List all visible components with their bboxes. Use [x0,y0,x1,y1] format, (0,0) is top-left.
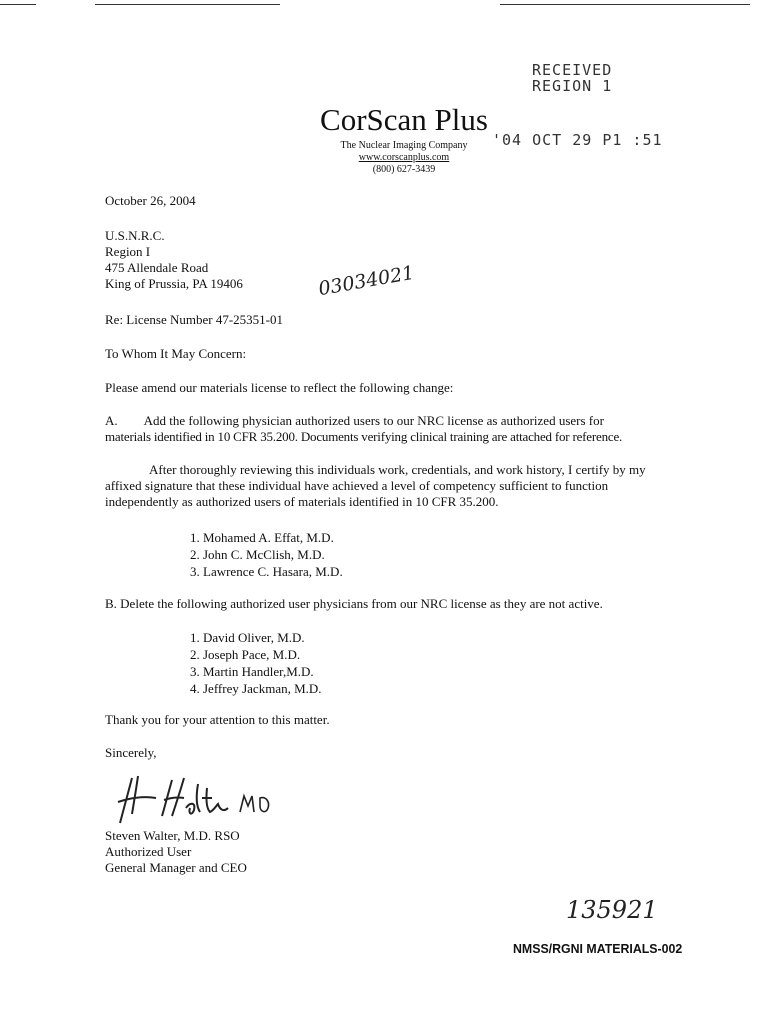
signer-title: Authorized User [105,844,192,859]
re-line: Re: License Number 47-25351-01 [105,312,283,327]
signoff: Sincerely, [105,745,157,760]
signature [110,768,280,828]
handwritten-number: 135921 [566,896,658,924]
list-item: 2. Joseph Pace, M.D. [190,647,301,662]
company-name: CorScan Plus [320,102,488,137]
handwritten-docket-number: 03034021 [316,261,416,301]
section-a [105,413,705,445]
received-stamp-label: RECEIVED [532,61,613,79]
list-item: 3. Lawrence C. Hasara, M.D. [190,564,343,579]
scan-edge-line [95,4,280,5]
company-tagline: The Nuclear Imaging Company [340,140,468,151]
scan-edge-line [0,4,36,5]
scan-edge-line [500,4,750,5]
removed-users-list [190,629,322,697]
footer-docket-code: NMSS/RGNI MATERIALS-002 [513,941,683,956]
received-stamp-region: REGION 1 [532,77,613,95]
address-line: U.S.N.R.C. [105,228,165,243]
company-website: www.corscanplus.com [358,152,450,163]
section-a-marker: A. [105,413,118,428]
received-stamp [532,62,612,94]
certification-line: After thoroughly reviewing this individuals work, credentials, and work history, I certify by my [149,462,646,477]
section-b-text: B. Delete the following authorized user physicians from our NRC license as they are not active. [105,596,603,611]
letterhead [300,102,508,176]
recipient-address [105,228,243,292]
closing-line: Thank you for your attention to this matter. [105,712,330,727]
added-users-list [190,529,343,580]
list-item: 3. Martin Handler,M.D. [190,664,314,679]
salutation: To Whom It May Concern: [105,346,247,361]
certification-line: affixed signature that these individual have achieved a level of competency sufficient to function [105,478,609,493]
received-stamp-datetime: '04 OCT 29 P1 :51 [492,131,663,149]
company-phone: (800) 627-3439 [372,164,436,175]
list-item: 4. Jeffrey Jackman, M.D. [190,681,322,696]
letter-date: October 26, 2004 [105,193,196,208]
section-a-text: Add the following physician authorized users to our NRC license as authorized users for [143,413,604,428]
signer-name: Steven Walter, M.D. RSO [105,828,240,843]
section-a-text: materials identified in 10 CFR 35.200. Documents verifying clinical training are attached for reference. [105,429,623,444]
certification-line: independently as authorized users of materials identified in 10 CFR 35.200. [105,494,499,509]
address-line: 475 Allendale Road [105,260,209,275]
list-item: 2. John C. McClish, M.D. [190,547,325,562]
signer-block [105,828,247,876]
signer-title: General Manager and CEO [105,860,247,875]
certification-paragraph [105,462,705,510]
intro-paragraph: Please amend our materials license to reflect the following change: [105,380,454,395]
address-line: Region I [105,244,151,259]
list-item: 1. David Oliver, M.D. [190,630,305,645]
list-item: 1. Mohamed A. Effat, M.D. [190,530,334,545]
address-line: King of Prussia, PA 19406 [105,276,243,291]
